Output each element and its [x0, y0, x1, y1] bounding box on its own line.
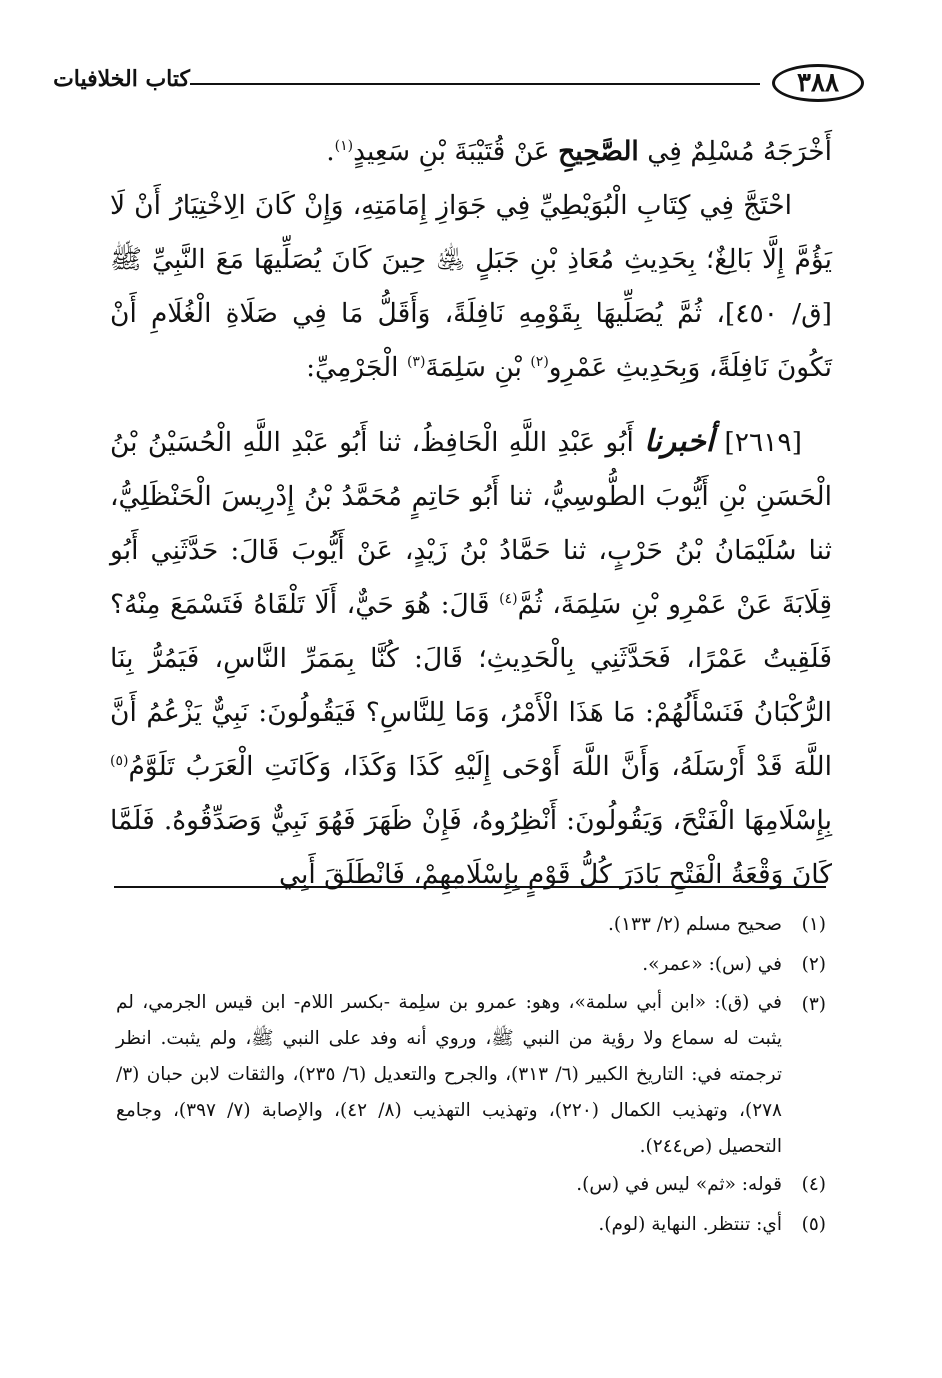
header-rule	[190, 83, 760, 85]
hadith-number: [٢٦١٩]	[724, 427, 802, 458]
footnote-number: (٣)	[801, 994, 826, 1015]
text-span: أَبُو عَبْدِ اللَّهِ الْحَافِظُ، ثنا أَبُو عَبْدِ اللَّهِ الْحُسَيْنُ بْنُ الْحَسَنِ بْنِ أَيُّوبَ الطُّوسِيُّ، ثنا أَبُو حَاتِمٍ مُحَمَّدُ بْنُ إِدْرِيسَ الْحَنْظَلِيُّ، ثنا سُلَيْمَانُ بْنُ حَرْبٍ، ثنا حَمَّادُ بْنُ زَيْدٍ، عَنْ أَيُّوبَ قَالَ: حَدَّثَنِي أَبُو قِلَابَةَ عَنْ عَمْرِو بْنِ سَلِمَةَ، ثُمَّ	[110, 427, 832, 620]
text-span: قَالَ: هُوَ حَيٌّ، أَلَا تَلْقَاهُ فَتَسْمَعَ مِنْهُ؟ فَلَقِيتُ عَمْرًا، فَحَدَّثَنِي بِالْحَدِيثِ؛ قَالَ: كُنَّا بِمَمَرِّ النَّاسِ، فَيَمُرُّ بِنَا الرُّكْبَانُ فَنَسْأَلُهُمْ: مَا هَذَا الْأَمْرُ، وَمَا لِلنَّاسِ؟ فَيَقُولُونَ: نَبِيٌّ يَزْعُمُ أَنَّ اللَّهَ قَدْ أَرْسَلَهُ، وَأَنَّ اللَّهَ أَوْحَى إِلَيْهِ كَذَا وَكَذَا، وَكَانَتِ الْعَرَبُ تَلَوَّمُ	[110, 589, 832, 782]
footnote-number: (٤)	[801, 1174, 826, 1195]
footnote-ref-3[interactable]: (٣)	[406, 354, 426, 371]
footnote-text: قوله: «ثم» ليس في (س).	[576, 1174, 782, 1195]
footnote-number: (٢)	[801, 954, 826, 975]
footnote-ref-2[interactable]: (٢)	[530, 354, 549, 371]
footnote-item	[116, 985, 826, 1165]
hadith-paragraph	[110, 415, 832, 902]
footnote-text: في (س): «عمر».	[642, 954, 782, 975]
book-title: كتاب الخلافيات	[53, 66, 190, 92]
footnote-number: (٥)	[801, 1214, 826, 1235]
footnote-text: أي: تنتظر. النهاية (لوم).	[598, 1214, 782, 1235]
footnote-number: (١)	[801, 914, 826, 935]
text-span: احْتَجَّ فِي كِتَابِ الْبُوَيْطِيِّ فِي جَوَازِ إِمَامَتِهِ، وَإِنْ كَانَ الِاخْتِيَارُ أَنْ لَا يَؤُمَّ إِلَّا بَالِغٌ؛ بِحَدِيثِ مُعَاذِ بْنِ جَبَلٍ ﵁ حِينَ كَانَ يُصَلِّيهَا مَعَ النَّبِيِّ ﷺ [ق/ ٤٥٠]، ثُمَّ يُصَلِّيهَا بِقَوْمِهِ نَافِلَةً، وَأَقَلُّ مَا فِي صَلَاةِ الْغُلَامِ أَنْ تَكُونَ نَافِلَةً، وَبِحَدِيثِ عَمْرِو	[110, 190, 832, 383]
akhbarana-keyword: أخبرنا	[644, 424, 715, 459]
footnote-item	[116, 905, 826, 945]
footnote-item	[116, 945, 826, 985]
footnote-item	[116, 1205, 826, 1245]
footnote-item	[116, 1165, 826, 1205]
main-text	[110, 125, 832, 902]
text-span: عَنْ قُتَيْبَةَ بْنِ سَعِيدٍ	[353, 136, 559, 167]
page-header	[53, 62, 864, 108]
text-span: الْجَرْمِيِّ:	[306, 352, 407, 383]
footnote-ref-5[interactable]: (٥)	[110, 753, 129, 770]
text-span: بِإِسْلَامِهَا الْفَتْحَ، وَيَقُولُونَ: أَنْظِرُوهُ، فَإِنْ ظَهَرَ فَهُوَ نَبِيٌّ وَصَدِّقُوهُ. فَلَمَّا كَانَ وَقْعَةُ الْفَتْحِ بَادَرَ كُلُّ قَوْمٍ بِإِسْلَامِهِمْ، فَانْطَلَقَ أَبِي	[110, 805, 832, 890]
book-name-sahih: الصَّحِيحِ	[558, 136, 639, 167]
footnote-separator	[114, 886, 826, 888]
footnote-text: صحيح مسلم (٢/ ١٣٣).	[608, 914, 782, 935]
paragraph-argument	[110, 179, 832, 395]
text-span: .	[326, 136, 335, 167]
footnotes	[116, 905, 826, 1245]
paragraph-citation	[110, 125, 832, 179]
text-span: أَخْرَجَهُ مُسْلِمٌ فِي	[638, 136, 832, 167]
text-span: بْنِ سَلِمَةَ	[425, 352, 531, 383]
footnote-ref-4[interactable]: (٤)	[499, 591, 518, 608]
footnote-text: في (ق): «ابن أبي سلمة»، وهو: عمرو بن سلِمة -بكسر اللام- ابن قيس الجرمي، لم يثبت له سماع ولا رؤية من النبي ﷺ، وروي أنه وفد على النبي ﷺ، ولم يثبت. انظر ترجمته في: التاريخ الكبير (٦/ ٣١٣)، والجرح والتعديل (٦/ ٢٣٥)، والثقات لابن حبان (٣/ ٢٧٨)، وتهذيب الكمال (٢٢٠)، وتهذيب التهذيب (٨/ ٤٢)، والإصابة (٧/ ٣٩٧)، وجامع التحصيل (ص٢٤٤).	[116, 992, 783, 1157]
page-number: ٣٨٨	[772, 64, 864, 102]
footnote-ref-1[interactable]: (١)	[334, 138, 354, 155]
